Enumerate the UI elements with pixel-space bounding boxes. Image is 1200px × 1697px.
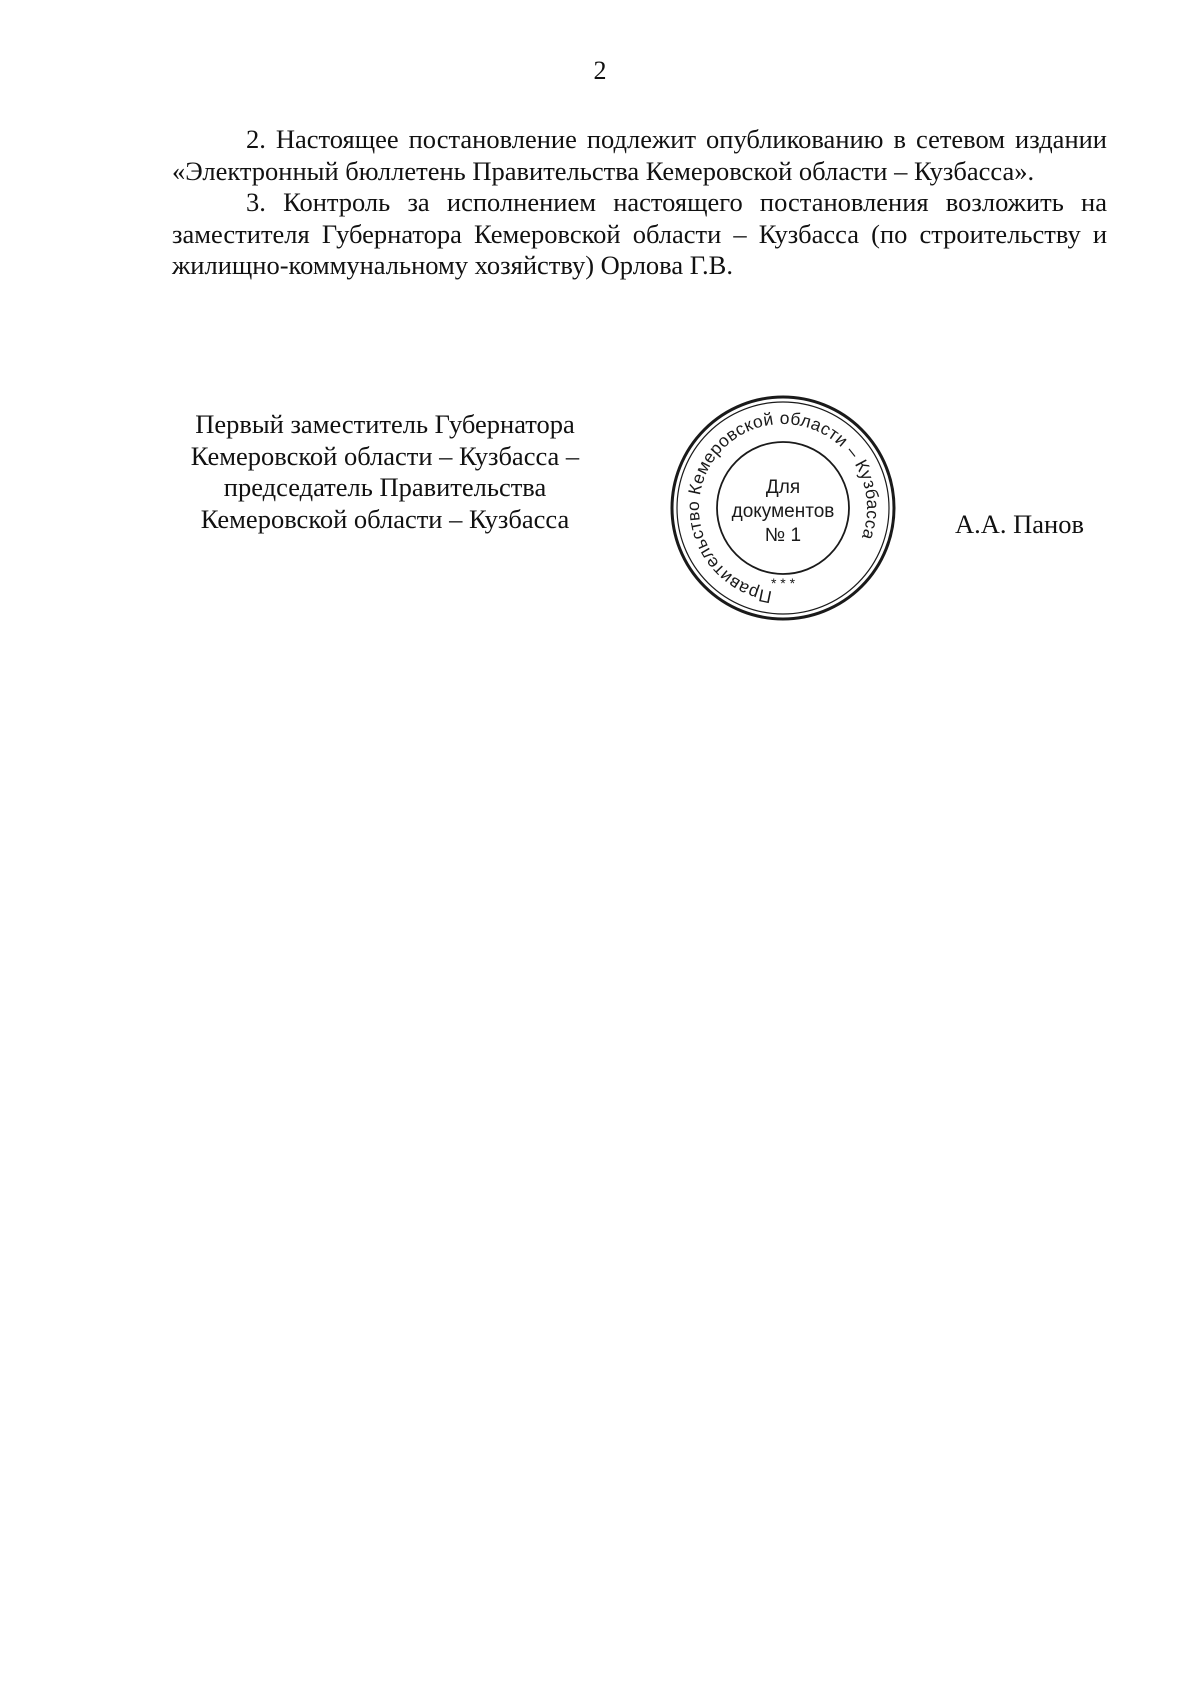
seal-bottom-mark: * * *	[770, 575, 796, 591]
seal-graphic	[668, 393, 898, 623]
page-number: 2	[593, 56, 607, 85]
paragraph-control: 3. Контроль за исполнением настоящего постановления возложить на заместителя Губернатора Кемеровской области – Кузбасса (по строительству и жилищно-коммунальному хозяйству) Орлова Г.В.	[172, 187, 1107, 280]
seal-center-line: Для	[765, 477, 801, 498]
official-seal	[668, 393, 898, 623]
signatory-position	[150, 409, 620, 535]
seal-center-line: № 1	[764, 525, 802, 546]
seal-center-line: документов	[731, 501, 835, 522]
signatory-position-line: Кемеровской области – Кузбасса –	[190, 440, 580, 471]
document-body	[172, 124, 1107, 282]
signatory-position-line: Кемеровской области – Кузбасса	[200, 503, 570, 534]
signatory-position-line: Первый заместитель Губернатора	[195, 409, 575, 439]
signatory-position-line: председатель Правительства	[223, 472, 547, 502]
signer-name: А.А. Панов	[955, 509, 1084, 539]
paragraph-publication: 2. Настоящее постановление подлежит опубликованию в сетевом издании «Электронный бюллетень Правительства Кемеровской области – Кузбасса».	[172, 124, 1107, 186]
seal-ring-text: Правительство Кемеровской области – Кузбасса	[682, 407, 884, 608]
